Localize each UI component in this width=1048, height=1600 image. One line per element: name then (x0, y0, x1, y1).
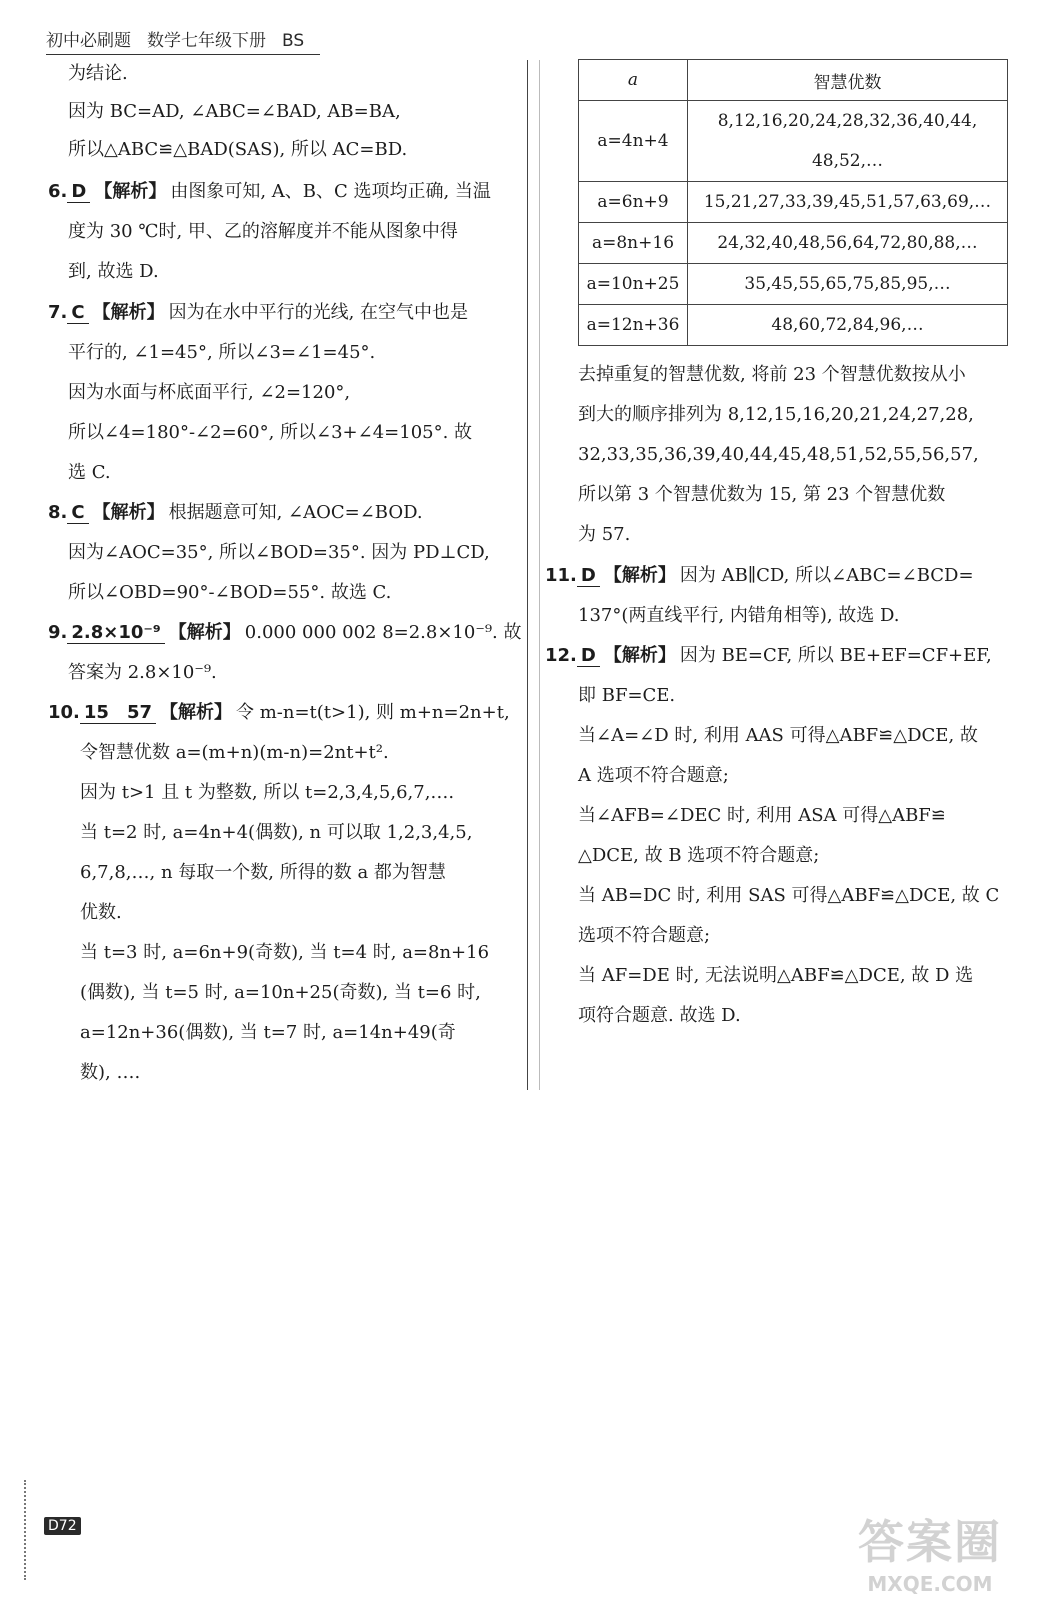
text-line: 度为 30 ℃时, 甲、乙的溶解度并不能从图象中得 (68, 221, 458, 242)
text-line: 当 t=2 时, a=4n+4(偶数), n 可以取 1,2,3,4,5, (80, 822, 473, 843)
text-line: 到, 故选 D. (68, 261, 159, 282)
values-line: 8,12,16,20,24,28,32,36,40,44, (717, 111, 978, 131)
analysis-tag: 【解析】 (603, 645, 676, 666)
text-line: 选 C. (68, 462, 111, 483)
analysis-tag: 【解析】 (160, 702, 232, 723)
analysis-tag: 【解析】 (603, 565, 676, 586)
question-11 (545, 564, 974, 588)
values-cell: 35,45,55,65,75,85,95,… (688, 264, 1008, 305)
text-line: 所以∠OBD=90°-∠BOD=55°. 故选 C. (68, 582, 392, 603)
values-cell: 24,32,40,48,56,64,72,80,88,… (688, 223, 1008, 264)
text-line: 因为水面与杯底面平行, ∠2=120°, (68, 382, 351, 403)
values-cell: 15,21,27,33,39,45,51,57,63,69,… (688, 182, 1008, 223)
question-number: 7. (48, 302, 68, 323)
answer-blank: 15 57 (80, 702, 156, 724)
text-line: 为 57. (578, 524, 631, 545)
solution-text: 0.000 000 002 8=2.8×10⁻⁹. 故 (244, 622, 522, 643)
column-divider (527, 60, 528, 1090)
solution-text: 因为在水中平行的光线, 在空气中也是 (168, 302, 469, 323)
text-line: 为结论. (68, 63, 128, 84)
question-6 (48, 180, 491, 204)
solution-text: 由图象可知, A、B、C 选项均正确, 当温 (170, 181, 491, 202)
values-cell: 48,60,72,84,96,… (688, 305, 1008, 346)
text-line: 选项不符合题意; (578, 925, 711, 946)
watermark-url: MXQE.COM (867, 1572, 993, 1596)
text-line: 所以∠4=180°-∠2=60°, 所以∠3+∠4=105°. 故 (68, 422, 473, 443)
text-line: 答案为 2.8×10⁻⁹. (68, 662, 217, 683)
question-8 (48, 501, 423, 525)
column-divider-inner (539, 60, 540, 1090)
formula-cell: a=8n+16 (579, 223, 688, 264)
table-row (579, 264, 1008, 305)
text-line: 因为∠AOC=35°, 所以∠BOD=35°. 因为 PD⊥CD, (68, 542, 490, 563)
text-line: 平行的, ∠1=45°, 所以∠3=∠1=45°. (68, 342, 376, 363)
question-number: 8. (48, 502, 68, 523)
analysis-tag: 【解析】 (168, 622, 241, 643)
text-line: 32,33,35,36,39,40,44,45,48,51,52,55,56,57, (578, 444, 979, 465)
text-line: 当∠AFB=∠DEC 时, 利用 ASA 可得△ABF≌ (578, 805, 946, 826)
formula-cell: a=6n+9 (579, 182, 688, 223)
answer-blank: 2.8×10⁻⁹ (67, 622, 164, 644)
analysis-tag: 【解析】 (92, 302, 165, 323)
text-line: 所以△ABC≌△BAD(SAS), 所以 AC=BD. (68, 139, 408, 160)
smart-number-table (578, 59, 1008, 346)
text-line: A 选项不符合题意; (578, 765, 729, 786)
table-row (579, 182, 1008, 223)
solution-text: 因为 AB∥CD, 所以∠ABC=∠BCD= (679, 565, 974, 586)
text-line: 当 AB=DC 时, 利用 SAS 可得△ABF≌△DCE, 故 C (578, 885, 1000, 906)
formula-cell: a=10n+25 (579, 264, 688, 305)
table-header: 智慧优数 (688, 60, 1008, 101)
table-row (579, 101, 1008, 182)
text-line: 令智慧优数 a=(m+n)(m-n)=2nt+t². (80, 742, 389, 763)
text-line: a=12n+36(偶数), 当 t=7 时, a=14n+49(奇 (80, 1022, 456, 1043)
values-cell (688, 101, 1008, 182)
text-line: 数), …. (80, 1062, 141, 1083)
watermark-text: 答案圈 (858, 1515, 1002, 1569)
question-10 (48, 701, 510, 725)
table-row (579, 305, 1008, 346)
answer-blank: C (67, 302, 88, 324)
text-line: 137°(两直线平行, 内错角相等), 故选 D. (578, 605, 900, 626)
book-edition: BS (282, 31, 305, 51)
margin-dots (24, 1480, 28, 1580)
answer-blank: D (577, 645, 600, 667)
answer-blank: C (67, 502, 88, 524)
answer-blank: D (577, 565, 600, 587)
text-line: 优数. (80, 902, 122, 923)
text-line: △DCE, 故 B 选项不符合题意; (578, 845, 820, 866)
text-line: 因为 t>1 且 t 为整数, 所以 t=2,3,4,5,6,7,…. (80, 782, 455, 803)
table-header: a (579, 60, 688, 101)
formula-cell: a=12n+36 (579, 305, 688, 346)
question-number: 11. (545, 565, 577, 586)
text-line: 因为 BC=AD, ∠ABC=∠BAD, AB=BA, (68, 101, 401, 122)
text-line: 即 BF=CE. (578, 685, 676, 706)
text-line: 项符合题意. 故选 D. (578, 1005, 741, 1026)
watermark-logo (858, 1506, 1002, 1596)
text-line: (偶数), 当 t=5 时, a=10n+25(奇数), 当 t=6 时, (80, 982, 481, 1003)
solution-text: 因为 BE=CF, 所以 BE+EF=CF+EF, (679, 645, 992, 666)
text-line: 所以第 3 个智慧优数为 15, 第 23 个智慧优数 (578, 484, 946, 505)
book-series: 初中必刷题 (46, 31, 131, 51)
text-line: 当 t=3 时, a=6n+9(奇数), 当 t=4 时, a=8n+16 (80, 942, 490, 963)
values-line: 48,52,… (811, 151, 884, 171)
solution-text: 令 m-n=t(t>1), 则 m+n=2n+t, (236, 702, 510, 723)
text-line: 6,7,8,…, n 每取一个数, 所得的数 a 都为智慧 (80, 862, 446, 883)
formula-cell: a=4n+4 (579, 101, 688, 182)
answer-blank: D (67, 181, 90, 203)
question-number: 9. (48, 622, 68, 643)
analysis-tag: 【解析】 (92, 502, 165, 523)
text-line: 到大的顺序排列为 8,12,15,16,20,21,24,27,28, (578, 404, 974, 425)
question-number: 6. (48, 181, 68, 202)
analysis-tag: 【解析】 (94, 181, 167, 202)
text-line: 当 AF=DE 时, 无法说明△ABF≌△DCE, 故 D 选 (578, 965, 974, 986)
question-12 (545, 644, 992, 668)
question-9 (48, 621, 522, 645)
solution-text: 根据题意可知, ∠AOC=∠BOD. (168, 502, 423, 523)
question-number: 12. (545, 645, 577, 666)
book-subject: 数学七年级下册 (147, 31, 266, 51)
question-7 (48, 301, 468, 325)
table-header-row (579, 60, 1008, 101)
text-line: 当∠A=∠D 时, 利用 AAS 可得△ABF≌△DCE, 故 (578, 725, 978, 746)
text-line: 去掉重复的智慧优数, 将前 23 个智慧优数按从小 (578, 364, 966, 385)
page-header (46, 26, 320, 55)
page-number: D72 (44, 1517, 81, 1535)
table-row (579, 223, 1008, 264)
question-number: 10. (48, 702, 80, 723)
